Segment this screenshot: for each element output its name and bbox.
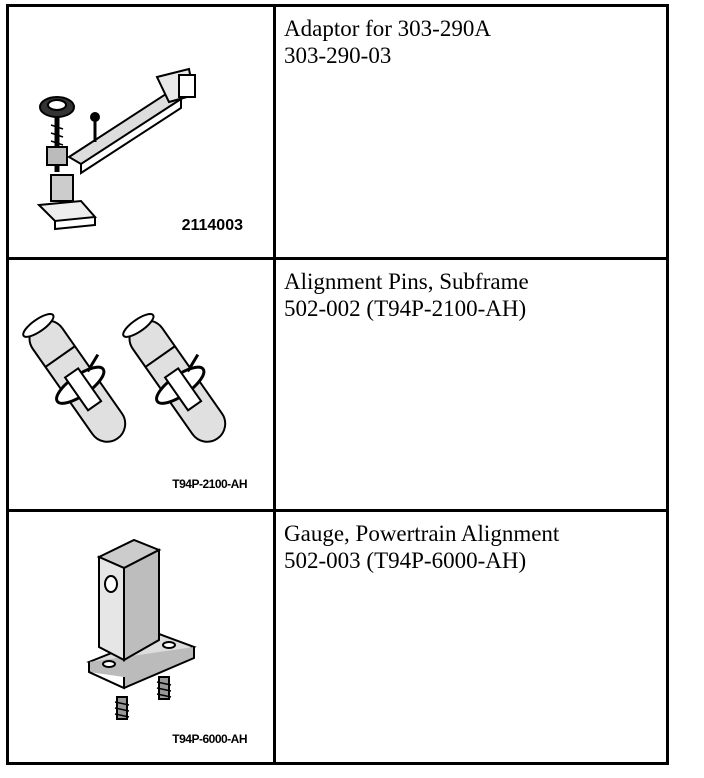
tool-description-cell [275,259,668,511]
tool-name: Adaptor for 303-290A [284,16,491,41]
tool-name: Gauge, Powertrain Alignment [284,521,560,546]
tool-number: 303-290-03 [284,43,392,68]
tool-illustration-cell [8,259,275,511]
tool-row [8,259,668,511]
alignment-pins-icon [9,260,273,512]
tool-illustration-cell [8,6,275,259]
tool-name: Alignment Pins, Subframe [284,269,529,294]
figure-code: T94P-6000-AH [172,732,247,746]
tool-description-cell [275,6,668,259]
tool-illustration-cell [8,511,275,764]
figure-code: T94P-2100-AH [172,477,247,491]
powertrain-gauge-icon [9,512,273,762]
special-tools-table [6,4,669,765]
tool-number: 502-003 (T94P-6000-AH) [284,548,527,573]
tool-row [8,511,668,764]
tool-row [8,6,668,259]
figure-code: 2114003 [181,217,243,234]
tool-description-cell [275,511,668,764]
tool-number: 502-002 (T94P-2100-AH) [284,296,527,321]
